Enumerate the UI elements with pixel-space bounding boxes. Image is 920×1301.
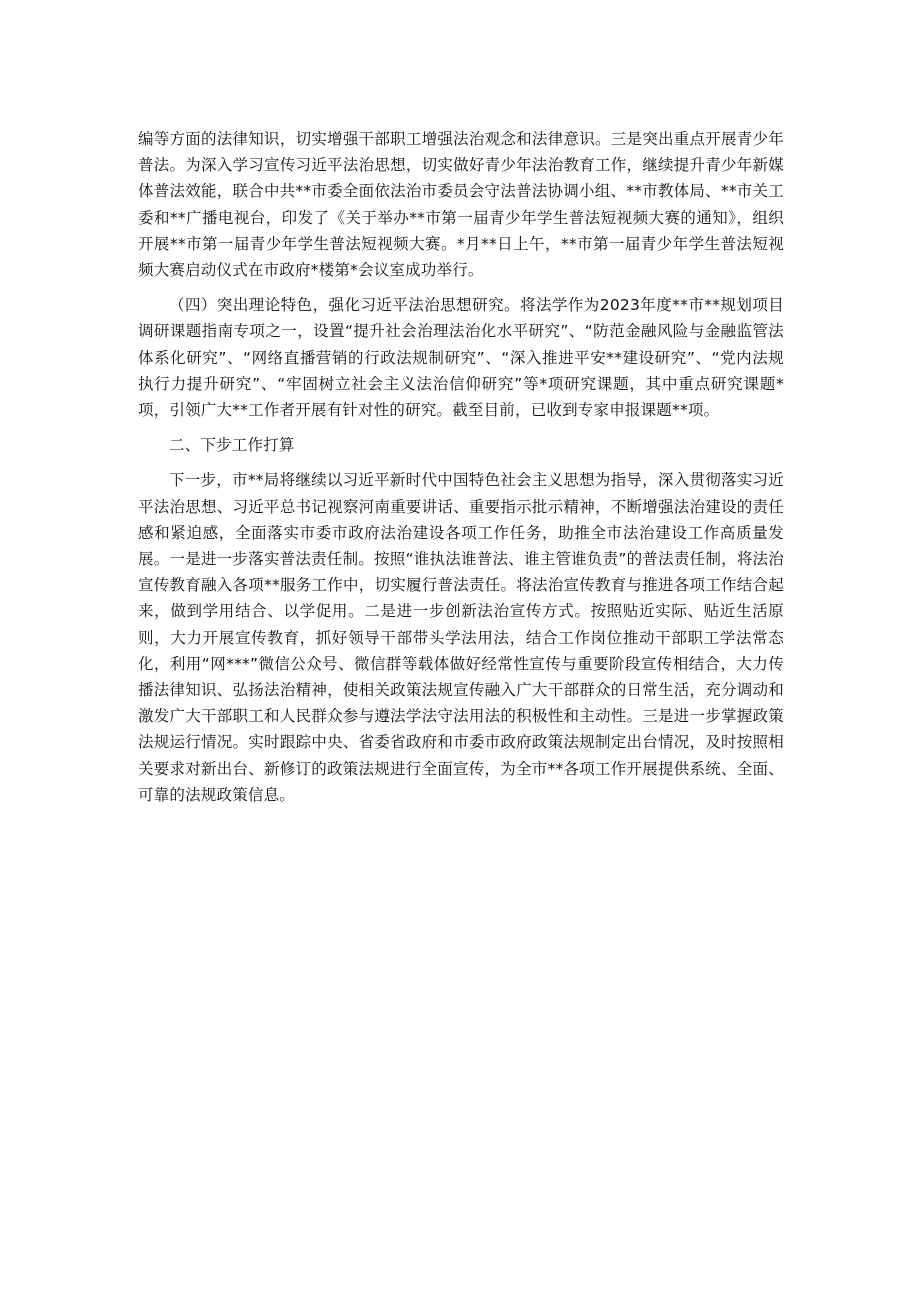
paragraph-next-steps: 下一步，市**局将继续以习近平新时代中国特色社会主义思想为指导，深入贯彻落实习近平法治思想、习近平总书记视察河南重要讲话、重要指示批示精神，不断增强法治建设的责任感和紧迫感，全面落实市委市政府法治建设各项工作任务，助推全市法治建设工作高质量发展。一是进一步落实普法责任制。按照“谁执法谁普法、谁主管谁负责”的普法责任制，将法治宣传教育融入各项**服务工作中，切实履行普法责任。将法治宣传教育与推进各项工作结合起来，做到学用结合、以学促用。二是进一步创新法治宣传方式。按照贴近实际、贴近生活原则，大力开展宣传教育，抓好领导干部带头学法用法，结合工作岗位推动干部职工学法常态化，利用“网***”微信公众号、微信群等载体做好经常性宣传与重要阶段宣传相结合，大力传播法律知识、弘扬法治精神，使相关政策法规宣传融入广大干部群众的日常生活，充分调动和激发广大干部职工和人民群众参与遵法学法守法用法的积极性和主动性。三是进一步掌握政策法规运行情况。实时跟踪中央、省委省政府和市委市政府政策法规制定出台情况，及时按照相关要求对新出台、新修订的政策法规进行全面宣传，为全市**各项工作开展提供系统、全面、可靠的法规政策信息。 <box>138 471 784 804</box>
paragraph-continuation: 编等方面的法律知识，切实增强干部职工增强法治观念和法律意识。三是突出重点开展青少年普法。为深入学习宣传习近平法治思想，切实做好青少年法治教育工作，继续提升青少年新媒体普法效能，联合中共**市委全面依法治市委员会守法普法协调小组、**市教体局、**市关工委和**广播电视台，印发了《关于举办**市第一届青少年学生普法短视频大赛的通知》，组织开展**市第一届青少年学生普法短视频大赛。*月**日上午，**市第一届青少年学生普法短视频大赛启动仪式在市政府*楼第*会议室成功举行。 <box>138 130 784 280</box>
paragraph-theory-research: （四）突出理论特色，强化习近平法治思想研究。将法学作为2023年度**市**规划项目调研课题指南专项之一，设置“提升社会治理法治化水平研究”、“防范金融风险与金融监管法体系化研究”、“网络直播营销的行政法规制研究”、“深入推进平安**建设研究”、“党内法规执行力提升研究”、“牢固树立社会主义法治信仰研究”等*项研究课题，其中重点研究课题*项，引领广大**工作者开展有针对性的研究。截至目前，已收到专家申报课题**项。 <box>138 296 784 420</box>
document-body <box>138 126 784 817</box>
section-heading-next-steps: 二、下步工作打算 <box>169 436 295 455</box>
